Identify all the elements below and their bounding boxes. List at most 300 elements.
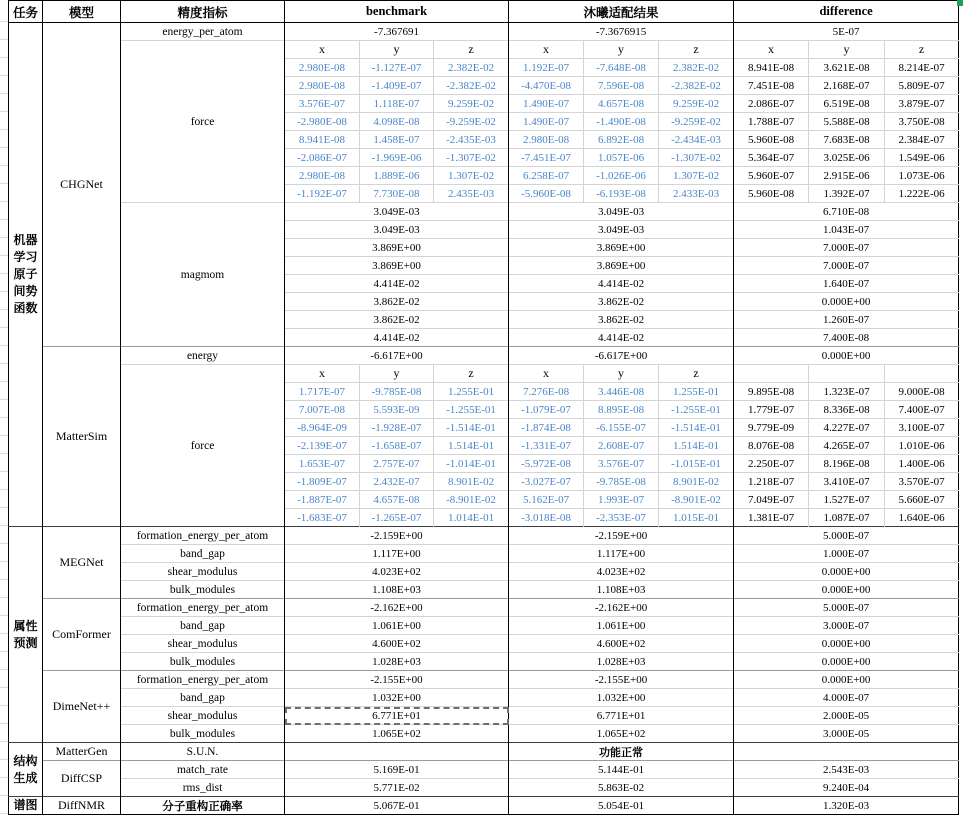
result-value[interactable]: 1.057E-06 bbox=[584, 149, 659, 167]
result-value[interactable]: 1.490E-07 bbox=[509, 95, 584, 113]
difference-value[interactable]: 1.779E-07 bbox=[734, 401, 809, 419]
axis-header-cell[interactable]: z bbox=[434, 41, 509, 59]
benchmark-value[interactable]: -8.964E-09 bbox=[285, 419, 360, 437]
difference-value[interactable]: 2.086E-07 bbox=[734, 95, 809, 113]
metric-label[interactable]: band_gap bbox=[121, 545, 285, 563]
difference-value[interactable]: 5.000E-07 bbox=[734, 527, 959, 545]
axis-header-cell[interactable] bbox=[734, 365, 809, 383]
result-value[interactable]: 3.446E-08 bbox=[584, 383, 659, 401]
result-value[interactable]: 1.061E+00 bbox=[509, 617, 734, 635]
difference-value[interactable]: 0.000E+00 bbox=[734, 635, 959, 653]
axis-header-cell[interactable]: z bbox=[659, 365, 734, 383]
result-value[interactable]: -2.159E+00 bbox=[509, 527, 734, 545]
difference-value[interactable]: 3.410E-07 bbox=[809, 473, 885, 491]
benchmark-value[interactable]: 2.432E-07 bbox=[360, 473, 434, 491]
result-value[interactable]: -5.972E-08 bbox=[509, 455, 584, 473]
result-value[interactable]: -5.960E-08 bbox=[509, 185, 584, 203]
benchmark-value[interactable]: -1.265E-07 bbox=[360, 509, 434, 527]
difference-value[interactable]: 3.000E-07 bbox=[734, 617, 959, 635]
axis-header-cell[interactable]: z bbox=[659, 41, 734, 59]
benchmark-value[interactable]: 9.259E-02 bbox=[434, 95, 509, 113]
difference-value[interactable]: 0.000E+00 bbox=[734, 293, 959, 311]
result-value[interactable]: 1.490E-07 bbox=[509, 113, 584, 131]
metric-label[interactable]: shear_modulus bbox=[121, 563, 285, 581]
col-header-model[interactable]: 模型 bbox=[43, 1, 121, 23]
axis-header-cell[interactable]: x bbox=[509, 41, 584, 59]
task-label-line: 结构 bbox=[13, 753, 38, 768]
metric-label[interactable]: formation_energy_per_atom bbox=[121, 527, 285, 545]
benchmark-value[interactable]: 1.014E-01 bbox=[434, 509, 509, 527]
benchmark-value[interactable]: 2.382E-02 bbox=[434, 59, 509, 77]
metric-label[interactable]: force bbox=[121, 41, 285, 203]
model-cell[interactable]: MatterSim bbox=[43, 347, 121, 527]
result-value[interactable]: 1.514E-01 bbox=[659, 437, 734, 455]
metric-label[interactable]: formation_energy_per_atom bbox=[121, 671, 285, 689]
benchmark-value[interactable]: -1.409E-07 bbox=[360, 77, 434, 95]
col-header-difference[interactable]: difference bbox=[734, 1, 959, 23]
result-value[interactable]: 9.259E-02 bbox=[659, 95, 734, 113]
result-value[interactable]: 1.028E+03 bbox=[509, 653, 734, 671]
task-label-line: 生成 bbox=[13, 770, 38, 785]
difference-value[interactable]: 5.588E-08 bbox=[809, 113, 885, 131]
result-value[interactable]: -1.331E-07 bbox=[509, 437, 584, 455]
col-header-benchmark[interactable]: benchmark bbox=[285, 1, 509, 23]
difference-value[interactable]: 1.323E-07 bbox=[809, 383, 885, 401]
result-value[interactable]: 5.144E-01 bbox=[509, 761, 734, 779]
difference-value[interactable]: 8.941E-08 bbox=[734, 59, 809, 77]
benchmark-value[interactable]: -1.127E-07 bbox=[360, 59, 434, 77]
benchmark-value[interactable]: 3.869E+00 bbox=[285, 257, 509, 275]
difference-value[interactable]: 3.570E-07 bbox=[885, 473, 959, 491]
result-value[interactable]: -6.617E+00 bbox=[509, 347, 734, 365]
benchmark-value[interactable]: 5.169E-01 bbox=[285, 761, 509, 779]
difference-value[interactable]: 1.043E-07 bbox=[734, 221, 959, 239]
result-value[interactable]: 4.657E-08 bbox=[584, 95, 659, 113]
benchmark-value[interactable]: 1.255E-01 bbox=[434, 383, 509, 401]
result-value[interactable]: -1.514E-01 bbox=[659, 419, 734, 437]
difference-value[interactable]: 3.000E-05 bbox=[734, 725, 959, 743]
benchmark-value[interactable]: -2.435E-03 bbox=[434, 131, 509, 149]
difference-value[interactable]: 6.519E-08 bbox=[809, 95, 885, 113]
difference-value[interactable]: 1.527E-07 bbox=[809, 491, 885, 509]
difference-value[interactable]: 0.000E+00 bbox=[734, 653, 959, 671]
difference-value[interactable]: 3.750E-08 bbox=[885, 113, 959, 131]
result-value[interactable]: 8.895E-08 bbox=[584, 401, 659, 419]
benchmark-value[interactable]: -1.658E-07 bbox=[360, 437, 434, 455]
benchmark-value[interactable]: 5.771E-02 bbox=[285, 779, 509, 797]
difference-value[interactable]: 3.879E-07 bbox=[885, 95, 959, 113]
table-row bbox=[9, 41, 959, 59]
difference-value[interactable]: 7.451E-08 bbox=[734, 77, 809, 95]
benchmark-value[interactable]: -2.980E-08 bbox=[285, 113, 360, 131]
table-row bbox=[9, 365, 959, 383]
benchmark-value[interactable]: -1.928E-07 bbox=[360, 419, 434, 437]
benchmark-value[interactable]: -8.901E-02 bbox=[434, 491, 509, 509]
result-value[interactable]: -2.434E-03 bbox=[659, 131, 734, 149]
axis-header-cell[interactable]: x bbox=[285, 41, 360, 59]
task-label-line: 间势 bbox=[13, 284, 38, 298]
difference-value[interactable]: 2.168E-07 bbox=[809, 77, 885, 95]
result-value[interactable]: -9.785E-08 bbox=[584, 473, 659, 491]
result-value[interactable]: -8.901E-02 bbox=[659, 491, 734, 509]
benchmark-value[interactable]: 1.717E-07 bbox=[285, 383, 360, 401]
benchmark-value[interactable]: 5.067E-01 bbox=[285, 797, 509, 815]
axis-header-cell[interactable]: x bbox=[734, 41, 809, 59]
difference-value[interactable]: 1.222E-06 bbox=[885, 185, 959, 203]
result-value[interactable]: -1.255E-01 bbox=[659, 401, 734, 419]
benchmark-value[interactable]: -6.617E+00 bbox=[285, 347, 509, 365]
model-cell[interactable]: DiffCSP bbox=[43, 761, 121, 797]
difference-value[interactable]: 5E-07 bbox=[734, 23, 959, 41]
model-cell[interactable]: MEGNet bbox=[43, 527, 121, 599]
result-value[interactable]: 1.015E-01 bbox=[659, 509, 734, 527]
result-value[interactable]: -1.015E-01 bbox=[659, 455, 734, 473]
difference-value[interactable]: 0.000E+00 bbox=[734, 563, 959, 581]
difference-value[interactable]: 0.000E+00 bbox=[734, 671, 959, 689]
difference-value[interactable]: 1.087E-07 bbox=[809, 509, 885, 527]
table-row bbox=[9, 653, 959, 671]
difference-value[interactable]: 3.621E-08 bbox=[809, 59, 885, 77]
difference-value[interactable]: 5.809E-07 bbox=[885, 77, 959, 95]
benchmark-value[interactable] bbox=[285, 743, 509, 761]
table-row bbox=[9, 725, 959, 743]
table-row bbox=[9, 689, 959, 707]
benchmark-value[interactable]: -1.307E-02 bbox=[434, 149, 509, 167]
result-value[interactable]: 6.771E+01 bbox=[509, 707, 734, 725]
result-value[interactable]: 3.049E-03 bbox=[509, 221, 734, 239]
task-label-line: 预测 bbox=[13, 635, 38, 650]
difference-value[interactable]: 4.265E-07 bbox=[809, 437, 885, 455]
benchmark-value[interactable]: 3.862E-02 bbox=[285, 293, 509, 311]
benchmark-value[interactable]: 1.028E+03 bbox=[285, 653, 509, 671]
metric-label[interactable]: 分子重构正确率 bbox=[121, 797, 285, 815]
difference-value[interactable]: 3.100E-07 bbox=[885, 419, 959, 437]
difference-value[interactable]: 1.788E-07 bbox=[734, 113, 809, 131]
benchmark-value[interactable]: -2.159E+00 bbox=[285, 527, 509, 545]
benchmark-value[interactable]: -1.887E-07 bbox=[285, 491, 360, 509]
task-label-line: 函数 bbox=[13, 301, 38, 315]
task-label-line: 机器 bbox=[13, 233, 38, 247]
result-value[interactable]: -2.382E-02 bbox=[659, 77, 734, 95]
benchmark-value[interactable]: 5.593E-09 bbox=[360, 401, 434, 419]
metric-label[interactable]: shear_modulus bbox=[121, 635, 285, 653]
difference-value[interactable]: 1.392E-07 bbox=[809, 185, 885, 203]
difference-value[interactable]: 3.025E-06 bbox=[809, 149, 885, 167]
benchmark-value[interactable]: -7.367691 bbox=[285, 23, 509, 41]
benchmark-value[interactable]: 3.869E+00 bbox=[285, 239, 509, 257]
benchmark-value[interactable]: 3.049E-03 bbox=[285, 221, 509, 239]
metric-label[interactable]: formation_energy_per_atom bbox=[121, 599, 285, 617]
difference-value[interactable]: 1.640E-07 bbox=[734, 275, 959, 293]
benchmark-value[interactable]: -2.139E-07 bbox=[285, 437, 360, 455]
difference-value[interactable]: 7.400E-07 bbox=[885, 401, 959, 419]
difference-value[interactable]: 7.400E-08 bbox=[734, 329, 959, 347]
difference-value[interactable]: 6.710E-08 bbox=[734, 203, 959, 221]
metric-label[interactable]: match_rate bbox=[121, 761, 285, 779]
result-value[interactable]: -2.353E-07 bbox=[584, 509, 659, 527]
result-value[interactable]: -1.490E-08 bbox=[584, 113, 659, 131]
difference-value[interactable]: 7.000E-07 bbox=[734, 257, 959, 275]
axis-header-cell[interactable]: y bbox=[584, 365, 659, 383]
benchmark-value[interactable]: -9.785E-08 bbox=[360, 383, 434, 401]
difference-value[interactable]: 7.000E-07 bbox=[734, 239, 959, 257]
benchmark-value[interactable]: 1.117E+00 bbox=[285, 545, 509, 563]
metric-label[interactable]: energy bbox=[121, 347, 285, 365]
model-cell[interactable]: DiffNMR bbox=[43, 797, 121, 815]
result-value[interactable]: 1.307E-02 bbox=[659, 167, 734, 185]
result-value[interactable]: 1.192E-07 bbox=[509, 59, 584, 77]
model-cell[interactable]: ComFormer bbox=[43, 599, 121, 671]
result-value[interactable]: -1.079E-07 bbox=[509, 401, 584, 419]
benchmark-value[interactable]: 1.118E-07 bbox=[360, 95, 434, 113]
col-header-result[interactable]: 沐曦适配结果 bbox=[509, 1, 734, 23]
benchmark-value[interactable]: -1.514E-01 bbox=[434, 419, 509, 437]
task-label-line: 谱图 bbox=[13, 798, 38, 812]
benchmark-value[interactable]: 1.108E+03 bbox=[285, 581, 509, 599]
difference-value[interactable]: 1.400E-06 bbox=[885, 455, 959, 473]
result-value[interactable]: -3.027E-07 bbox=[509, 473, 584, 491]
axis-header-cell[interactable]: x bbox=[285, 365, 360, 383]
difference-value[interactable]: 9.779E-09 bbox=[734, 419, 809, 437]
result-value[interactable]: 功能正常 bbox=[509, 743, 734, 761]
result-value[interactable]: 4.414E-02 bbox=[509, 329, 734, 347]
benchmark-value[interactable]: -9.259E-02 bbox=[434, 113, 509, 131]
benchmark-value[interactable]: 1.307E-02 bbox=[434, 167, 509, 185]
axis-header-cell[interactable] bbox=[809, 365, 885, 383]
metric-label[interactable]: bulk_modules bbox=[121, 725, 285, 743]
result-value[interactable]: 1.032E+00 bbox=[509, 689, 734, 707]
result-value[interactable]: 4.600E+02 bbox=[509, 635, 734, 653]
task-cell[interactable] bbox=[9, 743, 43, 797]
result-value[interactable]: 1.117E+00 bbox=[509, 545, 734, 563]
benchmark-value[interactable]: 2.435E-03 bbox=[434, 185, 509, 203]
result-value[interactable]: 5.162E-07 bbox=[509, 491, 584, 509]
difference-value[interactable]: 5.000E-07 bbox=[734, 599, 959, 617]
selected-benchmark-cell[interactable]: 6.771E+01 bbox=[285, 707, 509, 725]
benchmark-value[interactable]: 1.889E-06 bbox=[360, 167, 434, 185]
task-cell[interactable] bbox=[9, 797, 43, 815]
result-value[interactable]: -6.155E-07 bbox=[584, 419, 659, 437]
result-value[interactable]: -1.874E-08 bbox=[509, 419, 584, 437]
difference-value[interactable]: 1.073E-06 bbox=[885, 167, 959, 185]
benchmark-value[interactable]: -2.382E-02 bbox=[434, 77, 509, 95]
benchmark-value[interactable]: 7.730E-08 bbox=[360, 185, 434, 203]
axis-header-cell[interactable]: x bbox=[509, 365, 584, 383]
axis-header-cell[interactable]: y bbox=[360, 41, 434, 59]
metric-label[interactable]: energy_per_atom bbox=[121, 23, 285, 41]
metric-label[interactable]: magmom bbox=[121, 203, 285, 347]
task-cell[interactable] bbox=[9, 527, 43, 743]
result-value[interactable]: 4.414E-02 bbox=[509, 275, 734, 293]
difference-value[interactable]: 1.320E-03 bbox=[734, 797, 959, 815]
benchmark-value[interactable]: 1.458E-07 bbox=[360, 131, 434, 149]
result-value[interactable]: 4.023E+02 bbox=[509, 563, 734, 581]
result-value[interactable]: -6.193E-08 bbox=[584, 185, 659, 203]
benchmark-value[interactable]: 2.980E-08 bbox=[285, 77, 360, 95]
result-value[interactable]: 5.863E-02 bbox=[509, 779, 734, 797]
metric-label[interactable]: shear_modulus bbox=[121, 707, 285, 725]
axis-header-cell[interactable] bbox=[885, 365, 959, 383]
difference-value[interactable]: 9.000E-08 bbox=[885, 383, 959, 401]
header-row bbox=[9, 1, 959, 23]
benchmark-value[interactable]: -2.086E-07 bbox=[285, 149, 360, 167]
result-value[interactable]: 8.901E-02 bbox=[659, 473, 734, 491]
metric-label[interactable]: band_gap bbox=[121, 689, 285, 707]
benchmark-value[interactable]: -1.969E-06 bbox=[360, 149, 434, 167]
difference-value[interactable]: 1.549E-06 bbox=[885, 149, 959, 167]
difference-value[interactable]: 1.218E-07 bbox=[734, 473, 809, 491]
difference-value[interactable]: 9.895E-08 bbox=[734, 383, 809, 401]
table-row bbox=[9, 203, 959, 221]
benchmark-value[interactable]: 4.023E+02 bbox=[285, 563, 509, 581]
result-value[interactable]: 6.892E-08 bbox=[584, 131, 659, 149]
results-table bbox=[8, 0, 959, 815]
result-value[interactable]: 2.433E-03 bbox=[659, 185, 734, 203]
result-value[interactable]: 1.255E-01 bbox=[659, 383, 734, 401]
benchmark-value[interactable]: -1.809E-07 bbox=[285, 473, 360, 491]
difference-value[interactable]: 2.543E-03 bbox=[734, 761, 959, 779]
table-row bbox=[9, 563, 959, 581]
difference-value[interactable]: 4.227E-07 bbox=[809, 419, 885, 437]
benchmark-value[interactable]: 4.600E+02 bbox=[285, 635, 509, 653]
selection-corner-indicator bbox=[957, 0, 963, 6]
difference-value[interactable]: 5.364E-07 bbox=[734, 149, 809, 167]
result-value[interactable]: -4.470E-08 bbox=[509, 77, 584, 95]
benchmark-value[interactable]: 2.980E-08 bbox=[285, 167, 360, 185]
benchmark-value[interactable]: -2.155E+00 bbox=[285, 671, 509, 689]
axis-header-cell[interactable]: z bbox=[885, 41, 959, 59]
difference-value[interactable]: 4.000E-07 bbox=[734, 689, 959, 707]
metric-label[interactable]: bulk_modules bbox=[121, 653, 285, 671]
result-value[interactable]: -7.451E-07 bbox=[509, 149, 584, 167]
difference-value[interactable]: 7.683E-08 bbox=[809, 131, 885, 149]
benchmark-value[interactable]: -1.014E-01 bbox=[434, 455, 509, 473]
difference-value[interactable]: 8.336E-08 bbox=[809, 401, 885, 419]
benchmark-value[interactable]: -1.255E-01 bbox=[434, 401, 509, 419]
difference-value[interactable]: 5.960E-08 bbox=[734, 185, 809, 203]
axis-header-cell[interactable]: z bbox=[434, 365, 509, 383]
difference-value[interactable]: 2.250E-07 bbox=[734, 455, 809, 473]
difference-value[interactable]: 8.196E-08 bbox=[809, 455, 885, 473]
result-value[interactable]: 5.054E-01 bbox=[509, 797, 734, 815]
difference-value[interactable]: 0.000E+00 bbox=[734, 347, 959, 365]
task-label-line: 原子 bbox=[13, 267, 38, 281]
benchmark-value[interactable]: 1.514E-01 bbox=[434, 437, 509, 455]
benchmark-value[interactable]: 7.007E-08 bbox=[285, 401, 360, 419]
difference-value[interactable]: 5.960E-08 bbox=[734, 131, 809, 149]
difference-value[interactable]: 2.915E-06 bbox=[809, 167, 885, 185]
result-value[interactable]: 2.980E-08 bbox=[509, 131, 584, 149]
axis-header-cell[interactable]: y bbox=[584, 41, 659, 59]
benchmark-value[interactable]: 4.098E-08 bbox=[360, 113, 434, 131]
benchmark-value[interactable]: 1.061E+00 bbox=[285, 617, 509, 635]
difference-value[interactable]: 0.000E+00 bbox=[734, 581, 959, 599]
benchmark-value[interactable]: 1.653E-07 bbox=[285, 455, 360, 473]
result-value[interactable]: -3.018E-08 bbox=[509, 509, 584, 527]
benchmark-value[interactable]: 2.980E-08 bbox=[285, 59, 360, 77]
col-header-task[interactable]: 任务 bbox=[9, 1, 43, 23]
benchmark-value[interactable]: -2.162E+00 bbox=[285, 599, 509, 617]
benchmark-value[interactable]: 4.414E-02 bbox=[285, 275, 509, 293]
table-row bbox=[9, 545, 959, 563]
result-value[interactable]: 7.596E-08 bbox=[584, 77, 659, 95]
difference-value[interactable]: 2.000E-05 bbox=[734, 707, 959, 725]
difference-value[interactable]: 5.660E-07 bbox=[885, 491, 959, 509]
result-value[interactable]: 3.862E-02 bbox=[509, 293, 734, 311]
difference-value[interactable]: 8.214E-07 bbox=[885, 59, 959, 77]
result-value[interactable]: 6.258E-07 bbox=[509, 167, 584, 185]
difference-value[interactable]: 5.960E-07 bbox=[734, 167, 809, 185]
table-row bbox=[9, 761, 959, 779]
result-value[interactable]: -1.026E-06 bbox=[584, 167, 659, 185]
result-value[interactable]: -1.307E-02 bbox=[659, 149, 734, 167]
difference-value[interactable] bbox=[734, 743, 959, 761]
difference-value[interactable]: 7.049E-07 bbox=[734, 491, 809, 509]
result-value[interactable]: -2.155E+00 bbox=[509, 671, 734, 689]
difference-value[interactable]: 1.381E-07 bbox=[734, 509, 809, 527]
table-row bbox=[9, 707, 959, 725]
result-value[interactable]: -7.3676915 bbox=[509, 23, 734, 41]
benchmark-value[interactable]: 4.657E-08 bbox=[360, 491, 434, 509]
benchmark-value[interactable]: 2.757E-07 bbox=[360, 455, 434, 473]
result-value[interactable]: 2.608E-07 bbox=[584, 437, 659, 455]
benchmark-value[interactable]: -1.192E-07 bbox=[285, 185, 360, 203]
benchmark-value[interactable]: 3.862E-02 bbox=[285, 311, 509, 329]
result-value[interactable]: 3.862E-02 bbox=[509, 311, 734, 329]
task-cell[interactable] bbox=[9, 23, 43, 527]
difference-value[interactable]: 9.240E-04 bbox=[734, 779, 959, 797]
benchmark-value[interactable]: 8.941E-08 bbox=[285, 131, 360, 149]
result-value[interactable]: 3.049E-03 bbox=[509, 203, 734, 221]
result-value[interactable]: 3.869E+00 bbox=[509, 239, 734, 257]
axis-header-cell[interactable]: y bbox=[809, 41, 885, 59]
result-value[interactable]: 7.276E-08 bbox=[509, 383, 584, 401]
result-value[interactable]: 3.869E+00 bbox=[509, 257, 734, 275]
result-value[interactable]: 1.993E-07 bbox=[584, 491, 659, 509]
result-value[interactable]: -7.648E-08 bbox=[584, 59, 659, 77]
metric-label[interactable]: force bbox=[121, 365, 285, 527]
result-value[interactable]: -9.259E-02 bbox=[659, 113, 734, 131]
metric-label[interactable]: bulk_modules bbox=[121, 581, 285, 599]
benchmark-value[interactable]: 1.032E+00 bbox=[285, 689, 509, 707]
difference-value[interactable]: 1.260E-07 bbox=[734, 311, 959, 329]
model-cell[interactable]: CHGNet bbox=[43, 23, 121, 347]
model-cell[interactable]: DimeNet++ bbox=[43, 671, 121, 743]
benchmark-value[interactable]: 3.049E-03 bbox=[285, 203, 509, 221]
model-cell[interactable]: MatterGen bbox=[43, 743, 121, 761]
result-value[interactable]: 1.108E+03 bbox=[509, 581, 734, 599]
difference-value[interactable]: 8.076E-08 bbox=[734, 437, 809, 455]
difference-value[interactable]: 1.010E-06 bbox=[885, 437, 959, 455]
result-value[interactable]: 1.065E+02 bbox=[509, 725, 734, 743]
difference-value[interactable]: 1.000E-07 bbox=[734, 545, 959, 563]
difference-value[interactable]: 1.640E-06 bbox=[885, 509, 959, 527]
metric-label[interactable]: band_gap bbox=[121, 617, 285, 635]
col-header-metric[interactable]: 精度指标 bbox=[121, 1, 285, 23]
metric-label[interactable]: S.U.N. bbox=[121, 743, 285, 761]
result-value[interactable]: -2.162E+00 bbox=[509, 599, 734, 617]
axis-header-cell[interactable]: y bbox=[360, 365, 434, 383]
benchmark-value[interactable]: 1.065E+02 bbox=[285, 725, 509, 743]
result-value[interactable]: 3.576E-07 bbox=[584, 455, 659, 473]
benchmark-value[interactable]: 8.901E-02 bbox=[434, 473, 509, 491]
benchmark-value[interactable]: 3.576E-07 bbox=[285, 95, 360, 113]
benchmark-value[interactable]: 4.414E-02 bbox=[285, 329, 509, 347]
metric-label[interactable]: rms_dist bbox=[121, 779, 285, 797]
difference-value[interactable]: 2.384E-07 bbox=[885, 131, 959, 149]
benchmark-value[interactable]: -1.683E-07 bbox=[285, 509, 360, 527]
result-value[interactable]: 2.382E-02 bbox=[659, 59, 734, 77]
